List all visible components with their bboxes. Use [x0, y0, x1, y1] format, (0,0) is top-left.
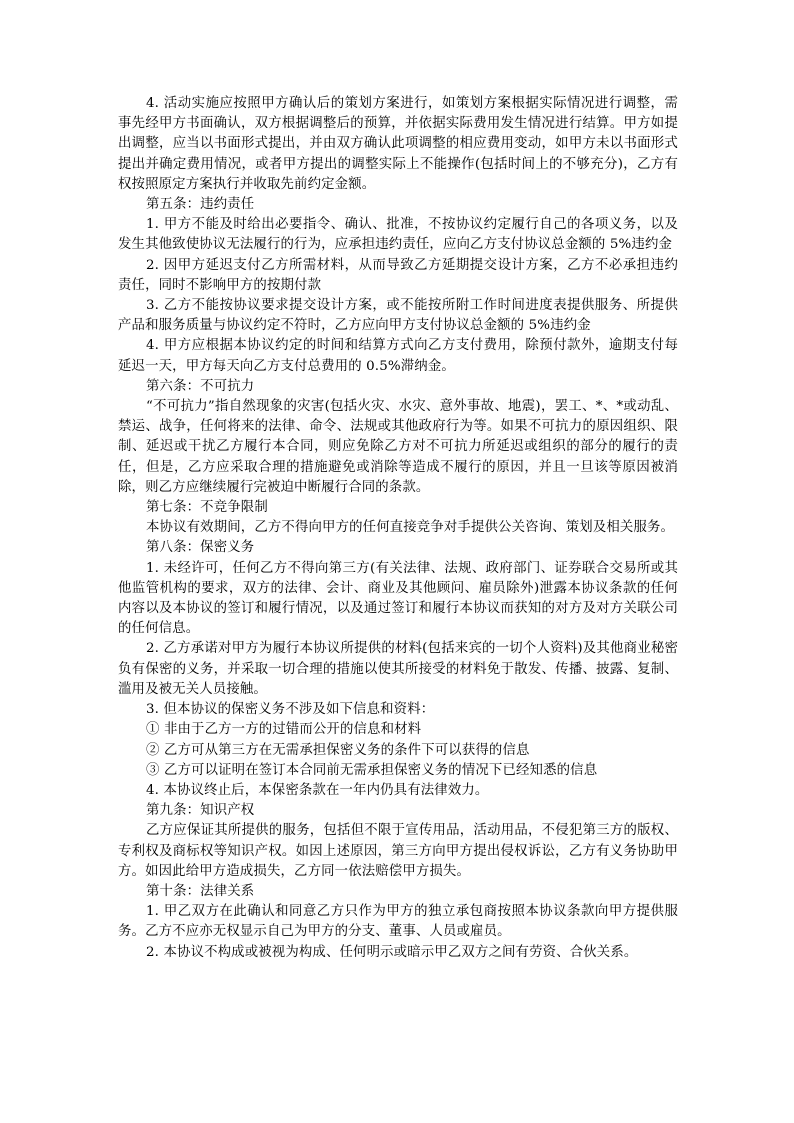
- heading-article-8: 第八条：保密义务: [146, 540, 255, 556]
- paragraph-breach-2: 2. 因甲方延迟支付乙方所需材料，从而导致乙方延期提交设计方案，乙方不必承担违约责任，同时不影响甲方的按期付款: [118, 257, 678, 293]
- paragraph-breach-3: 3. 乙方不能按协议要求提交设计方案，或不能按所附工作时间进度表提供服务、所提供产品和服务质量与协议约定不符时，乙方应向甲方支付协议总金额的 5%违约金: [118, 298, 678, 334]
- heading-article-5: 第五条：违约责任: [146, 197, 255, 213]
- paragraph-confidentiality-4: 4. 本协议终止后，本保密条款在一年内仍具有法律效力。: [146, 782, 489, 798]
- paragraph-confidentiality-3: 3. 但本协议的保密义务不涉及如下信息和资料：: [146, 702, 435, 718]
- paragraph-confidentiality-2: 2. 乙方承诺对甲方为履行本协议所提供的材料(包括来宾的一切个人资料)及其他商业秘密负有保密的义务，并采取一切合理的措施以使其所接受的材料免于散发、传播、披露、复制、滥用及被无关人员接触。: [118, 641, 678, 697]
- paragraph-breach-1: 1. 甲方不能及时给出必要指令、确认、批准，不按协议约定履行自己的各项义务，以及发生其他致使协议无法履行的行为，应承担违约责任，应向乙方支付协议总金额的 5%违约金: [118, 217, 678, 253]
- paragraph-non-compete: 本协议有效期间，乙方不得向甲方的任何直接竞争对手提供公关咨询、策划及相关服务。: [146, 520, 675, 536]
- list-item-confidentiality-exception-1: ① 非由于乙方一方的过错而公开的信息和材料: [146, 722, 422, 738]
- heading-article-9: 第九条：知识产权: [146, 803, 255, 819]
- list-item-confidentiality-exception-2: ② 乙方可从第三方在无需承担保密义务的条件下可以获得的信息: [146, 742, 530, 758]
- paragraph-intellectual-property: 乙方应保证其所提供的服务，包括但不限于宣传用品，活动用品，不侵犯第三方的版权、专利权及商标权等知识产权。如因上述原因，第三方向甲方提出侵权诉讼，乙方有义务协助甲方。如因此给甲方造成损失，乙方同一依法赔偿甲方损失。: [118, 823, 678, 879]
- paragraph-breach-4: 4. 甲方应根据本协议约定的时间和结算方式向乙方支付费用，除预付款外，逾期支付每延迟一天，甲方每天向乙方支付总费用的 0.5%滞纳金。: [118, 338, 678, 374]
- paragraph-activity-adjustment: 4. 活动实施应按照甲方确认后的策划方案进行，如策划方案根据实际情况进行调整，需事先经甲方书面确认，双方根据调整后的预算，并依据实际费用发生情况进行结算。甲方如提出调整，应当以书面形式提出，并由双方确认此项调整的相应费用变动，如甲方未以书面形式提出并确定费用情况，或者甲方提出的调整实际上不能操作(包括时间上的不够充分)，乙方有权按照原定方案执行并收取先前约定金额。: [118, 96, 678, 192]
- list-item-confidentiality-exception-3: ③ 乙方可以证明在签订本合同前无需承担保密义务的情况下已经知悉的信息: [146, 762, 598, 778]
- paragraph-force-majeure: “不可抗力”指自然现象的灾害(包括火灾、水灾、意外事故、地震)，罢工、*、*或动乱、禁运、战争，任何将来的法律、命令、法规或其他政府行为等。如果不可抗力的原因组织、限制、延迟或干扰乙方履行本合同，则应免除乙方对不可抗力所延迟或组织的部分的履行的责任，但是，乙方应采取合理的措施避免或消除等造成不履行的原因，并且一旦该等原因被消除，则乙方应继续履行完被迫中断履行合同的条款。: [118, 399, 678, 495]
- paragraph-confidentiality-1: 1. 未经许可，任何乙方不得向第三方(有关法律、法规、政府部门、证券联合交易所或其他监管机构的要求，双方的法律、会计、商业及其他顾问、雇员除外)泄露本协议条款的任何内容以及本协议的签订和履行情况，以及通过签订和履行本协议而获知的对方及对方关联公司的任何信息。: [118, 560, 678, 637]
- heading-article-10: 第十条：法律关系: [146, 883, 255, 899]
- document-page: [118, 94, 678, 963]
- paragraph-legal-relation-1: 1. 甲乙双方在此确认和同意乙方只作为甲方的独立承包商按照本协议条款向甲方提供服务。乙方不应亦无权显示自己为甲方的分支、董事、人员或雇员。: [118, 904, 678, 940]
- paragraph-legal-relation-2: 2. 本协议不构成或被视为构成、任何明示或暗示甲乙双方之间有劳资、合伙关系。: [146, 944, 638, 960]
- heading-article-6: 第六条：不可抗力: [146, 378, 255, 394]
- heading-article-7: 第七条：不竞争限制: [146, 500, 268, 516]
